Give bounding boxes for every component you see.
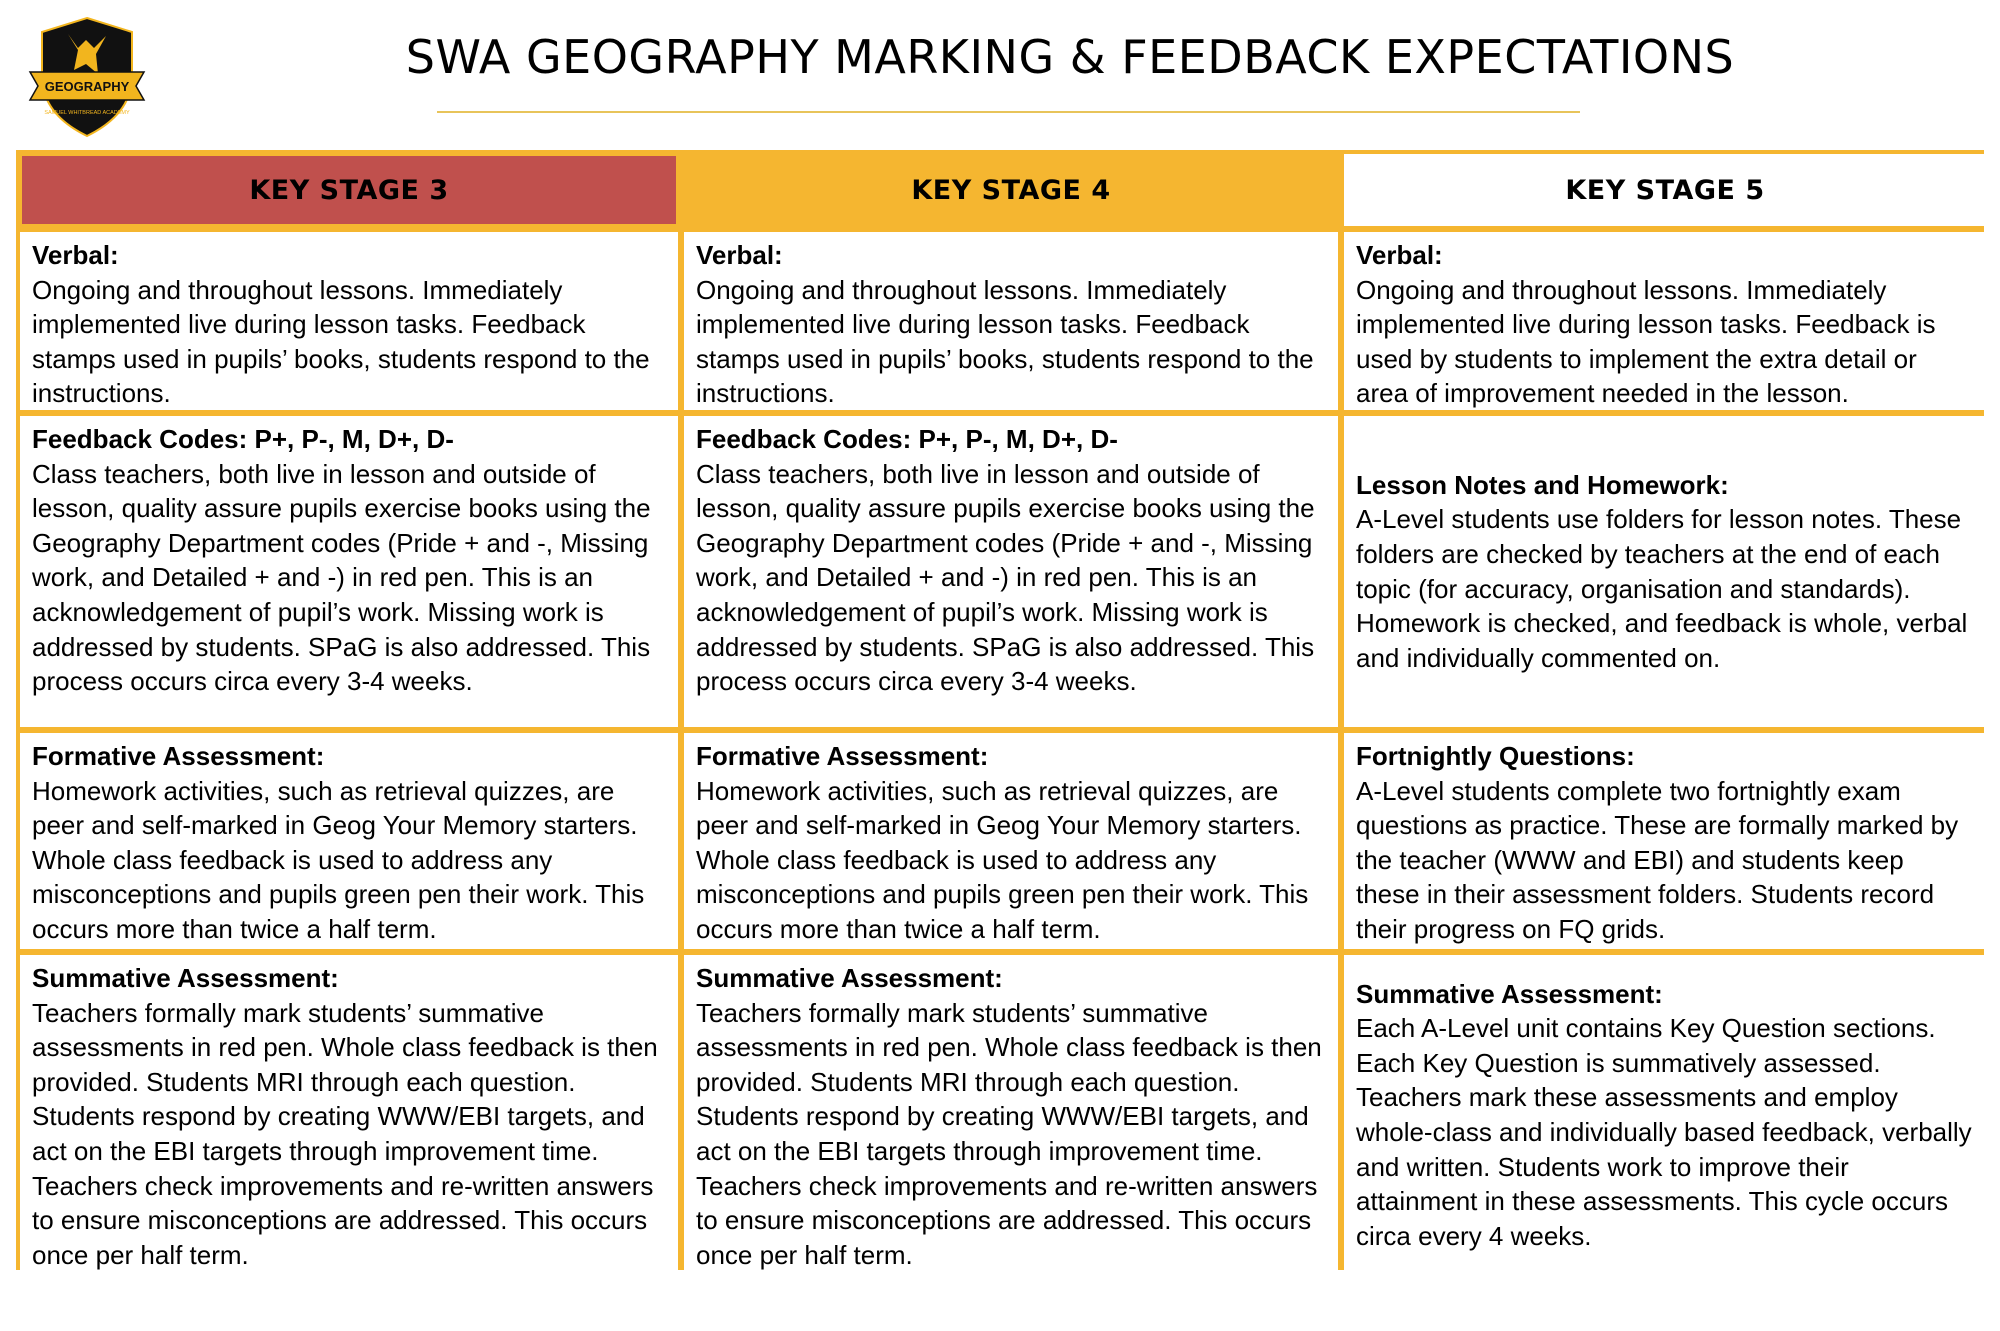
cell-body: Class teachers, both live in lesson and outside of lesson, quality assure pupils exercise books using the Geography Department codes (Pride + and -, Missing work, and Detailed + and -) in red pen. This is an acknowledgement of pupil’s work. Missing work is addressed by students. SPaG is also addressed. This process occurs circa every 3-4 weeks. [32, 458, 651, 697]
cell-heading: Summative Assessment: [1356, 978, 1663, 1009]
cell-heading: Feedback Codes: P+, P-, M, D+, D- [696, 424, 1118, 454]
school-logo [28, 14, 146, 140]
cell-body: A-Level students complete two fortnightly exam questions as practice. These are formally marked by the teacher (WWW and EBI) and students keep these in their assessment folders. Students record their progress on FQ grids. [1356, 775, 1959, 944]
cell-body: Each A-Level unit contains Key Question sections. Each Key Question is summatively assessed. Teachers mark these assessments and employ whole-class and individually based feedback, verbally and written. Students work to improve their attainment in these assessments. This cycle occurs circa every 4 weeks. [1356, 1013, 1972, 1251]
cell-body: Teachers formally mark students’ summative assessments in red pen. Whole class feedback is then provided. Students MRI through each question. Students respond by creating WWW/EBI targets, and act on the EBI targets through improvement time. Teachers check improvements and re-written answers to ensure misconceptions are addressed. This occurs once per half term. [696, 997, 1322, 1270]
cell-body: Homework activities, such as retrieval quizzes, are peer and self-marked in Geog Your Memory starters. Whole class feedback is used to address any misconceptions and pupils green pen their work. This occurs more than twice a half term. [32, 775, 645, 944]
cell-heading: Verbal: [696, 240, 783, 270]
cell-heading: Verbal: [32, 240, 119, 270]
cell-ks5-verbal [1344, 232, 1986, 410]
cell-heading: Summative Assessment: [696, 963, 1003, 993]
cell-ks4-formative [684, 733, 1338, 949]
cell-ks5-fortnightly [1344, 733, 1986, 949]
cell-ks4-summative [684, 955, 1338, 1275]
cell-heading: Feedback Codes: P+, P-, M, D+, D- [32, 424, 454, 454]
cell-body: A-Level students use folders for lesson notes. These folders are checked by teachers at the end of each topic (for accuracy, organisation and standards). Homework is checked, and feedback is whole, verbal and individually commented on. [1356, 504, 1968, 673]
cell-ks3-formative [20, 733, 678, 949]
logo-banner-text: GEOGRAPHY [44, 79, 130, 94]
cell-heading: Lesson Notes and Homework: [1356, 469, 1729, 500]
cell-ks5-lesson-notes [1344, 416, 1986, 727]
cell-ks3-verbal [20, 232, 678, 410]
cell-body: Class teachers, both live in lesson and outside of lesson, quality assure pupils exercise books using the Geography Department codes (Pride + and -, Missing work, and Detailed + and -) in red pen. This is an acknowledgement of pupil’s work. Missing work is addressed by students. SPaG is also addressed. This process occurs circa every 3-4 weeks. [696, 458, 1315, 697]
cell-heading: Fortnightly Questions: [1356, 741, 1635, 771]
cell-ks4-verbal [684, 232, 1338, 410]
column-header-ks5: KEY STAGE 5 [1344, 154, 1986, 226]
feedback-table [16, 150, 1984, 1270]
cell-heading: Formative Assessment: [696, 741, 989, 771]
cell-heading: Summative Assessment: [32, 963, 339, 993]
cell-body: Homework activities, such as retrieval quizzes, are peer and self-marked in Geog Your Memory starters. Whole class feedback is used to address any misconceptions and pupils green pen their work. This occurs more than twice a half term. [696, 775, 1309, 944]
page-title: SWA GEOGRAPHY MARKING & FEEDBACK EXPECTATIONS [405, 30, 1735, 84]
title-divider [437, 111, 1580, 113]
cell-ks5-summative [1344, 955, 1986, 1275]
column-header-ks4: KEY STAGE 4 [684, 154, 1338, 226]
cell-body: Ongoing and throughout lessons. Immediately implemented live during lesson tasks. Feedback stamps used in pupils’ books, students respond to the instructions. [696, 274, 1314, 409]
cell-ks3-feedback-codes [20, 416, 678, 727]
cell-ks3-summative [20, 955, 678, 1275]
cell-body: Teachers formally mark students’ summative assessments in red pen. Whole class feedback is then provided. Students MRI through each question. Students respond by creating WWW/EBI targets, and act on the EBI targets through improvement time. Teachers check improvements and re-written answers to ensure misconceptions are addressed. This occurs once per half term. [32, 997, 658, 1270]
cell-body: Ongoing and throughout lessons. Immediately implemented live during lesson tasks. Feedback stamps used in pupils’ books, students respond to the instructions. [32, 274, 650, 409]
cell-ks4-feedback-codes [684, 416, 1338, 727]
cell-body: Ongoing and throughout lessons. Immediately implemented live during lesson tasks. Feedback is used by students to implement the extra detail or area of improvement needed in the lesson. [1356, 274, 1936, 409]
column-header-ks3: KEY STAGE 3 [20, 154, 678, 226]
logo-subtext: SAMUEL WHITBREAD ACADEMY [44, 110, 130, 116]
cell-heading: Verbal: [1356, 240, 1443, 270]
cell-heading: Formative Assessment: [32, 741, 325, 771]
